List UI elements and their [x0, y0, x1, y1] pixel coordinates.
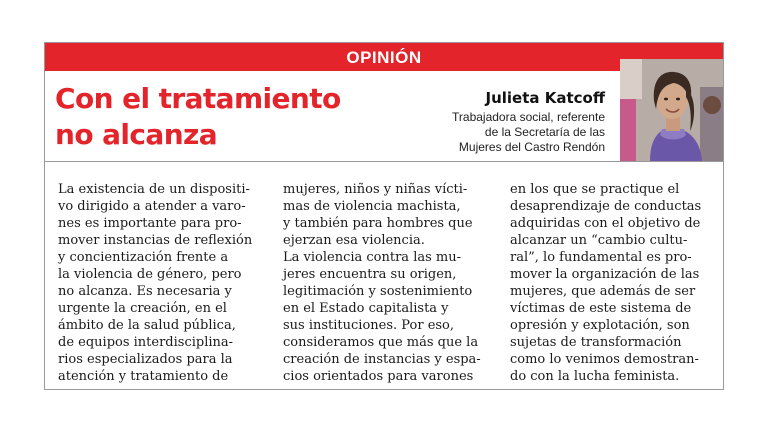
body-line: mover instancias de reflexión — [58, 233, 253, 248]
body-line: alcanzar un “cambio cultu- — [510, 233, 688, 248]
body-line: La violencia contra las mu- — [283, 250, 461, 265]
body-line: de equipos interdisciplina- — [58, 335, 234, 350]
author-role-line: de la Secretaría de las — [484, 125, 605, 139]
body-line: desaprendizaje de conductas — [510, 199, 702, 214]
body-column-2 — [283, 181, 483, 385]
author-photo — [620, 59, 723, 161]
body-line: mujeres, niños y niñas vícti- — [283, 182, 468, 197]
body-line: atención y tratamiento de — [58, 369, 229, 384]
opinion-article — [44, 42, 724, 390]
body-line: víctimas de este sistema de — [510, 301, 692, 316]
author-name: Julieta Katcoff — [485, 89, 605, 107]
body-line: jeres encuentra su origen, — [283, 267, 457, 282]
body-column-1 — [58, 181, 258, 385]
header-divider — [45, 161, 723, 162]
body-line: do con la lucha feminista. — [510, 369, 680, 384]
body-line: en el Estado capitalista y — [283, 301, 449, 316]
byline — [365, 89, 605, 155]
body-line: sujetas de transformación — [510, 335, 682, 350]
body-line: consideramos que más que la — [283, 335, 479, 350]
author-role-line: Trabajadora social, referente — [452, 110, 605, 124]
body-line: como lo venimos demostran- — [510, 352, 699, 367]
body-line: nes es importante para pro- — [58, 216, 242, 231]
body-line: la violencia de género, pero — [58, 267, 242, 282]
body-line: no alcanza. Es necesaria y — [58, 284, 232, 299]
body-line: mover la organización de las — [510, 267, 700, 282]
author-portrait-image — [620, 59, 723, 161]
author-role-line: Mujeres del Castro Rendón — [458, 140, 605, 154]
headline-line-2: no alcanza — [55, 118, 218, 151]
body-line: opresión y explotación, son — [510, 318, 690, 333]
body-line: legitimación y sostenimiento — [283, 284, 473, 299]
body-line: vo dirigido a atender a varo- — [58, 199, 246, 214]
body-line: ámbito de la salud pública, — [58, 318, 236, 333]
body-line: mas de violencia machista, — [283, 199, 461, 214]
body-line: en los que se practique el — [510, 182, 680, 197]
author-role — [365, 110, 605, 155]
headline — [55, 81, 415, 153]
headline-line-1: Con el tratamiento — [55, 82, 341, 115]
body-line: La existencia de un dispositi- — [58, 182, 250, 197]
body-line: y concientización frente a — [58, 250, 229, 265]
section-label: OPINIÓN — [346, 48, 422, 67]
body-line: cios orientados para varones — [283, 369, 474, 384]
body-line: urgente la creación, en el — [58, 301, 227, 316]
body-line: ejerzan esa violencia. — [283, 233, 425, 248]
body-line: rios especializados para la — [58, 352, 233, 367]
body-line: creación de instancias y espa- — [283, 352, 481, 367]
body-line: ral”, lo fundamental es pro- — [510, 250, 692, 265]
body-line: mujeres, que además de ser — [510, 284, 696, 299]
body-line: adquiridas con el objetivo de — [510, 216, 701, 231]
body-column-3 — [510, 181, 710, 385]
body-line: sus instituciones. Por eso, — [283, 318, 455, 333]
body-line: y también para hombres que — [283, 216, 473, 231]
